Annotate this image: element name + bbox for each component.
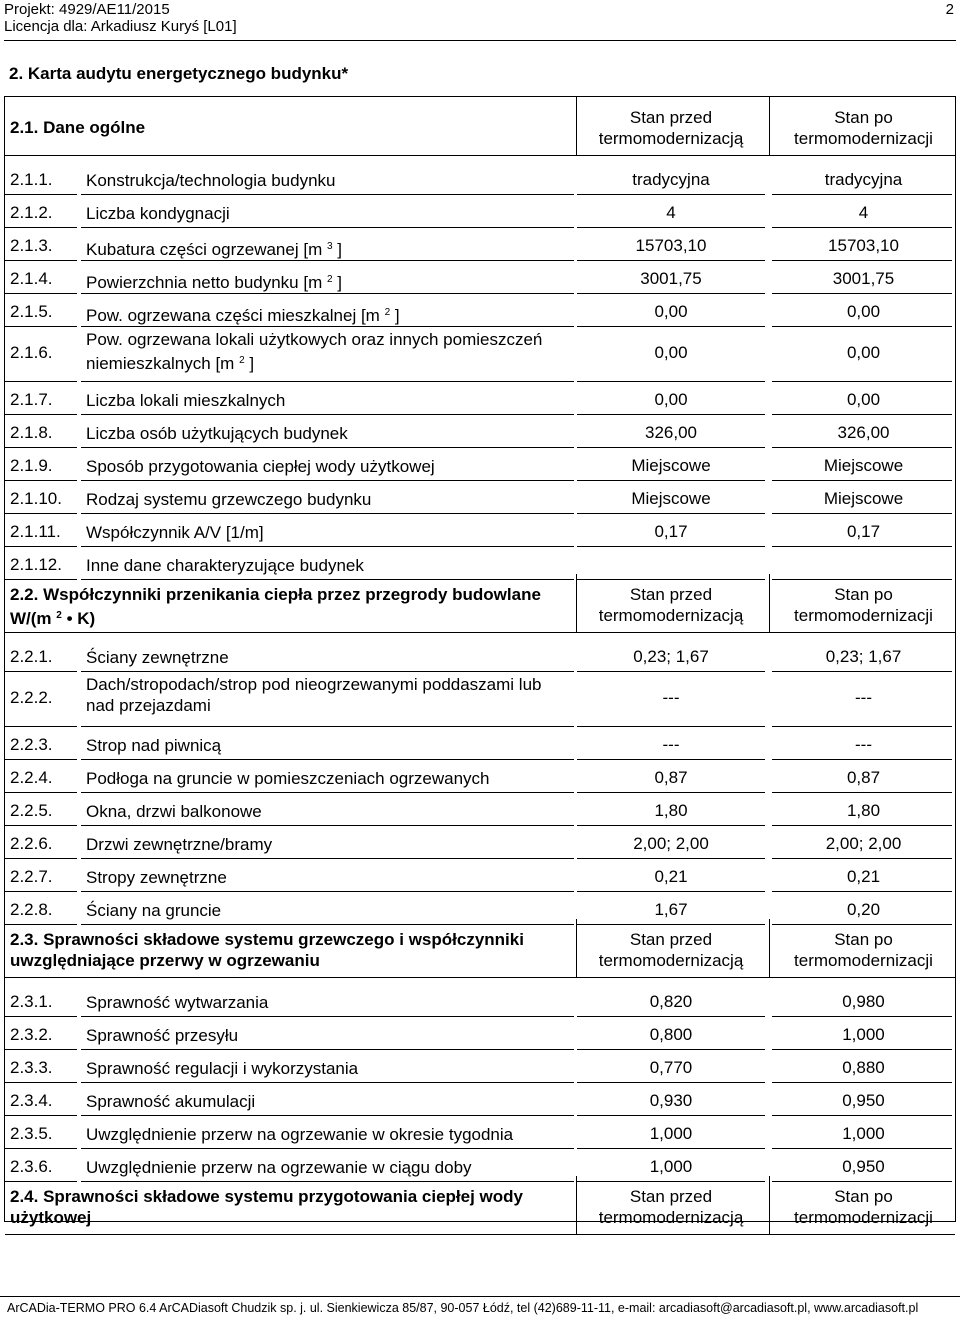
value-after: 0,00 <box>846 343 881 362</box>
row-label: Powierzchnia netto budynku [m $^2$ ] <box>86 273 342 292</box>
row-rule <box>5 1234 955 1235</box>
value-after: 0,21 <box>846 867 881 886</box>
table-row <box>5 729 955 762</box>
cell-rule <box>5 1049 77 1050</box>
row-label: Podłoga na gruncie w pomieszczeniach ogrzewanych <box>86 769 490 788</box>
row-label: Stropy zewnętrzne <box>86 868 227 887</box>
value-before: 2,00; 2,00 <box>633 834 709 853</box>
cell-rule <box>5 1148 77 1149</box>
cell-rule <box>81 858 574 859</box>
row-label: Sprawność akumulacji <box>86 1092 256 1111</box>
column-divider <box>576 919 577 978</box>
column-header-after: Stan po termomodernizacji <box>794 585 933 625</box>
cell-rule <box>5 1181 77 1182</box>
value-before: 1,000 <box>649 1157 693 1176</box>
row-code: 2.2.7. <box>10 867 53 886</box>
cell-rule <box>5 792 77 793</box>
value-after: 0,00 <box>846 302 881 321</box>
row-label: Ściany na gruncie <box>86 901 222 920</box>
column-divider <box>769 919 770 978</box>
row-label: Rodzaj systemu grzewczego budynku <box>86 490 372 509</box>
row-label: Sposób przygotowania ciepłej wody użytkowej <box>86 457 435 476</box>
cell-rule <box>5 671 77 672</box>
value-after: 0,950 <box>842 1091 885 1110</box>
table-row <box>5 483 955 516</box>
cell-rule <box>5 293 77 294</box>
license-label: Licencja dla: Arkadiusz Kuryś [L01] <box>4 18 237 35</box>
value-before: 1,80 <box>654 801 688 820</box>
cell-rule <box>5 858 77 859</box>
row-code: 2.1.9. <box>10 456 53 475</box>
row-code: 2.3.6. <box>10 1157 53 1176</box>
row-code: 2.1.1. <box>10 170 53 189</box>
value-before: 0,00 <box>654 390 688 409</box>
cell-rule <box>772 891 952 892</box>
table-row <box>5 1085 955 1118</box>
table-row <box>5 384 955 417</box>
cell-rule <box>577 480 765 481</box>
cell-rule <box>772 1082 952 1083</box>
row-code: 2.1.12. <box>10 555 62 574</box>
table-row <box>5 263 955 296</box>
cell-rule <box>577 326 765 327</box>
value-after: 0,00 <box>846 390 881 409</box>
cell-rule <box>81 1181 574 1182</box>
row-code: 2.1.4. <box>10 269 53 288</box>
row-code: 2.1.11. <box>10 522 61 541</box>
column-divider <box>769 97 770 156</box>
cell-rule <box>772 579 952 580</box>
column-header-before: Stan przed termomodernizacją <box>598 585 744 625</box>
row-label: Liczba osób użytkujących budynek <box>86 424 348 443</box>
cell-rule <box>577 381 765 382</box>
column-divider <box>576 1176 577 1235</box>
row-code: 2.2.3. <box>10 735 53 754</box>
table-row <box>5 296 955 329</box>
table-row <box>5 1151 955 1184</box>
row-code: 2.2.6. <box>10 834 53 853</box>
table-row <box>5 1052 955 1085</box>
row-code: 2.3.3. <box>10 1058 53 1077</box>
row-label: Uwzględnienie przerw na ogrzewanie w okresie tygodnia <box>86 1125 514 1144</box>
column-header-before: Stan przed termomodernizacją <box>598 1187 744 1227</box>
value-after: 1,000 <box>842 1025 885 1044</box>
cell-rule <box>577 513 765 514</box>
cell-rule <box>81 194 574 195</box>
cell-rule <box>577 1082 765 1083</box>
cell-rule <box>577 858 765 859</box>
table-row <box>5 828 955 861</box>
row-rule <box>5 977 955 978</box>
value-before: 3001,75 <box>640 269 702 288</box>
cell-rule <box>577 924 765 925</box>
cell-rule <box>81 579 574 580</box>
table-row <box>5 230 955 263</box>
cell-rule <box>577 726 765 727</box>
table-row <box>5 329 955 384</box>
table-row <box>5 641 955 674</box>
cell-rule <box>81 759 574 760</box>
table-row <box>5 450 955 483</box>
section-title: 2.3. Sprawności składowe systemu grzewczego i współczynniki uwzględniające przerwy w ogrzewaniu <box>10 930 524 970</box>
value-after: 0,17 <box>846 522 881 541</box>
value-after: 4 <box>858 203 869 222</box>
column-divider <box>769 574 770 633</box>
cell-rule <box>577 1115 765 1116</box>
row-label: Sprawność regulacji i wykorzystania <box>86 1059 359 1078</box>
cell-rule <box>577 891 765 892</box>
row-code: 2.1.8. <box>10 423 53 442</box>
audit-table <box>4 96 956 1227</box>
value-before: Miejscowe <box>631 489 711 508</box>
row-label: Inne dane charakteryzujące budynek <box>86 556 364 575</box>
value-before: 0,87 <box>654 768 688 787</box>
table-row <box>5 1118 955 1151</box>
value-after: 2,00; 2,00 <box>825 834 902 853</box>
table-row <box>5 417 955 450</box>
cell-rule <box>81 1016 574 1017</box>
table-row <box>5 197 955 230</box>
value-after: 0,980 <box>842 992 885 1011</box>
cell-rule <box>772 194 952 195</box>
cell-rule <box>5 1115 77 1116</box>
value-before: 0,17 <box>654 522 688 541</box>
value-before: tradycyjna <box>632 170 710 189</box>
value-before: 1,67 <box>654 900 688 919</box>
row-code: 2.1.5. <box>10 302 53 321</box>
cell-rule <box>81 260 574 261</box>
cell-rule <box>577 1181 765 1182</box>
cell-rule <box>577 414 765 415</box>
cell-rule <box>772 671 952 672</box>
row-label: Liczba lokali mieszkalnych <box>86 391 286 410</box>
row-code: 2.2.4. <box>10 768 53 787</box>
cell-rule <box>772 1148 952 1149</box>
cell-rule <box>5 546 77 547</box>
row-label: Współczynnik A/V [1/m] <box>86 523 264 542</box>
cell-rule <box>5 1082 77 1083</box>
cell-rule <box>81 1115 574 1116</box>
cell-rule <box>5 891 77 892</box>
cell-rule <box>81 671 574 672</box>
cell-rule <box>577 1148 765 1149</box>
cell-rule <box>5 414 77 415</box>
cell-rule <box>772 260 952 261</box>
cell-rule <box>772 924 952 925</box>
cell-rule <box>81 726 574 727</box>
row-code: 2.3.2. <box>10 1025 53 1044</box>
table-row <box>5 549 955 582</box>
cell-rule <box>577 227 765 228</box>
value-before: 0,820 <box>649 992 693 1011</box>
cell-rule <box>5 513 77 514</box>
cell-rule <box>81 825 574 826</box>
cell-rule <box>5 924 77 925</box>
table-row <box>5 894 955 927</box>
value-after: 1,000 <box>842 1124 885 1143</box>
row-code: 2.1.7. <box>10 390 53 409</box>
page-number: 2 <box>945 1 954 18</box>
cell-rule <box>5 1016 77 1017</box>
cell-rule <box>772 326 952 327</box>
cell-rule <box>81 326 574 327</box>
table-row <box>5 674 955 729</box>
value-before: 1,000 <box>649 1124 693 1143</box>
column-divider <box>576 97 577 156</box>
cell-rule <box>772 759 952 760</box>
column-header-before: Stan przed termomodernizacją <box>598 108 744 148</box>
cell-rule <box>81 447 574 448</box>
row-code: 2.2.5. <box>10 801 53 820</box>
cell-rule <box>81 227 574 228</box>
cell-rule <box>577 671 765 672</box>
value-before: 0,00 <box>654 343 688 362</box>
row-label: Drzwi zewnętrzne/bramy <box>86 835 273 854</box>
cell-rule <box>577 1016 765 1017</box>
row-code: 2.1.3. <box>10 236 53 255</box>
cell-rule <box>772 480 952 481</box>
row-code: 2.2.1. <box>10 647 53 666</box>
cell-rule <box>5 260 77 261</box>
cell-rule <box>81 1049 574 1050</box>
row-label: Konstrukcja/technologia budynku <box>86 171 336 190</box>
row-code: 2.1.2. <box>10 203 53 222</box>
cell-rule <box>772 858 952 859</box>
cell-rule <box>772 1016 952 1017</box>
page-footer <box>0 1296 960 1318</box>
column-header-after: Stan po termomodernizacji <box>794 108 933 148</box>
table-row <box>5 795 955 828</box>
cell-rule <box>81 381 574 382</box>
cell-rule <box>577 1049 765 1050</box>
project-label: Projekt: 4929/AE11/2015 <box>4 1 170 18</box>
cell-rule <box>772 825 952 826</box>
column-header-before: Stan przed termomodernizacją <box>598 930 744 970</box>
row-code: 2.2.2. <box>10 688 53 707</box>
value-before: --- <box>662 688 680 707</box>
cell-rule <box>577 579 765 580</box>
cell-rule <box>81 480 574 481</box>
cell-rule <box>577 194 765 195</box>
cell-rule <box>772 513 952 514</box>
value-after: 0,20 <box>846 900 881 919</box>
value-after: --- <box>855 688 872 707</box>
cell-rule <box>5 480 77 481</box>
row-label: Uwzględnienie przerw na ogrzewanie w ciągu doby <box>86 1158 472 1177</box>
value-after: Miejscowe <box>823 456 904 475</box>
cell-rule <box>577 759 765 760</box>
column-divider <box>769 1176 770 1235</box>
cell-rule <box>772 726 952 727</box>
cell-rule <box>772 447 952 448</box>
cell-rule <box>5 227 77 228</box>
cell-rule <box>5 381 77 382</box>
value-before: 0,23; 1,67 <box>633 647 709 666</box>
cell-rule <box>772 1049 952 1050</box>
row-label: Ściany zewnętrzne <box>86 648 229 667</box>
cell-rule <box>577 546 765 547</box>
cell-rule <box>5 326 77 327</box>
row-label: Kubatura części ogrzewanej [m $^3$ ] <box>86 240 342 259</box>
cell-rule <box>772 1181 952 1182</box>
footer-text: ArCADia-TERMO PRO 6.4 ArCADiasoft Chudzik sp. j. ul. Sienkiewicza 85/87, 90-057 Łódź, tel (42)689-11-11, e-mail: arcadiasoft@arcadiasoft.pl, www.arcadiasoft.pl <box>7 1301 919 1315</box>
cell-rule <box>81 1082 574 1083</box>
cell-rule <box>772 293 952 294</box>
value-after: 326,00 <box>837 423 890 442</box>
value-after: 0,950 <box>842 1157 885 1176</box>
value-after: 3001,75 <box>832 269 895 288</box>
value-after: tradycyjna <box>824 170 903 189</box>
section-title: 2.1. Dane ogólne <box>10 118 146 137</box>
cell-rule <box>772 792 952 793</box>
row-label: Liczba kondygnacji <box>86 204 230 223</box>
cell-rule <box>5 194 77 195</box>
row-rule <box>5 155 955 156</box>
section-title: 2.2. Współczynniki przenikania ciepła przez przegrody budowlane W/(m $^2$ • K) <box>10 585 541 628</box>
cell-rule <box>772 546 952 547</box>
table-row <box>5 516 955 549</box>
column-divider <box>576 574 577 633</box>
cell-rule <box>772 227 952 228</box>
table-row <box>5 164 955 197</box>
value-after: 0,23; 1,67 <box>825 647 902 666</box>
row-code: 2.3.4. <box>10 1091 53 1110</box>
value-before: 0,800 <box>649 1025 693 1044</box>
row-rule <box>5 632 955 633</box>
cell-rule <box>577 825 765 826</box>
value-after: --- <box>855 735 872 754</box>
table-row <box>5 861 955 894</box>
cell-rule <box>5 447 77 448</box>
cell-rule <box>81 891 574 892</box>
value-before: 0,00 <box>654 302 688 321</box>
document-title: 2. Karta audytu energetycznego budynku* <box>9 64 349 83</box>
cell-rule <box>81 513 574 514</box>
row-code: 2.3.1. <box>10 992 53 1011</box>
cell-rule <box>772 1115 952 1116</box>
row-label: Strop nad piwnicą <box>86 736 222 755</box>
cell-rule <box>5 825 77 826</box>
row-code: 2.1.6. <box>10 343 53 362</box>
value-before: --- <box>662 735 680 754</box>
row-label: Pow. ogrzewana części mieszkalnej [m $^2$ ] <box>86 306 400 325</box>
row-label: Sprawność przesyłu <box>86 1026 239 1045</box>
cell-rule <box>81 293 574 294</box>
cell-rule <box>577 293 765 294</box>
section-title: 2.4. Sprawności składowe systemu przygotowania ciepłej wody użytkowej <box>10 1187 523 1227</box>
value-before: 15703,10 <box>635 236 707 255</box>
table-row <box>5 762 955 795</box>
cell-rule <box>5 726 77 727</box>
column-header-after: Stan po termomodernizacji <box>794 930 933 970</box>
row-label: Dach/stropodach/strop pod nieogrzewanymi poddaszami lub nad przejazdami <box>86 675 542 715</box>
cell-rule <box>577 260 765 261</box>
row-code: 2.3.5. <box>10 1124 53 1143</box>
cell-rule <box>81 546 574 547</box>
value-before: 0,770 <box>649 1058 693 1077</box>
row-code: 2.2.8. <box>10 900 53 919</box>
value-after: 0,880 <box>842 1058 885 1077</box>
page-header <box>4 0 956 41</box>
cell-rule <box>81 792 574 793</box>
cell-rule <box>5 759 77 760</box>
value-before: 0,930 <box>649 1091 693 1110</box>
table-row <box>5 986 955 1019</box>
value-before: 0,21 <box>654 867 688 886</box>
row-label: Sprawność wytwarzania <box>86 993 269 1012</box>
cell-rule <box>577 792 765 793</box>
cell-rule <box>81 924 574 925</box>
row-label: Pow. ogrzewana lokali użytkowych oraz innych pomieszczeń niemieszkalnych [m $^2$ ] <box>86 330 543 373</box>
cell-rule <box>772 414 952 415</box>
value-before: 4 <box>666 203 676 222</box>
cell-rule <box>81 414 574 415</box>
table-row <box>5 1019 955 1052</box>
value-after: Miejscowe <box>823 489 904 508</box>
cell-rule <box>772 381 952 382</box>
row-label: Okna, drzwi balkonowe <box>86 802 262 821</box>
value-after: 1,80 <box>846 801 881 820</box>
cell-rule <box>81 1148 574 1149</box>
value-before: 326,00 <box>645 423 697 442</box>
value-after: 15703,10 <box>828 236 899 255</box>
value-after: 0,87 <box>846 768 881 787</box>
row-code: 2.1.10. <box>10 489 62 508</box>
cell-rule <box>5 579 77 580</box>
cell-rule <box>577 447 765 448</box>
value-before: Miejscowe <box>631 456 711 475</box>
column-header-after: Stan po termomodernizacji <box>794 1187 933 1227</box>
